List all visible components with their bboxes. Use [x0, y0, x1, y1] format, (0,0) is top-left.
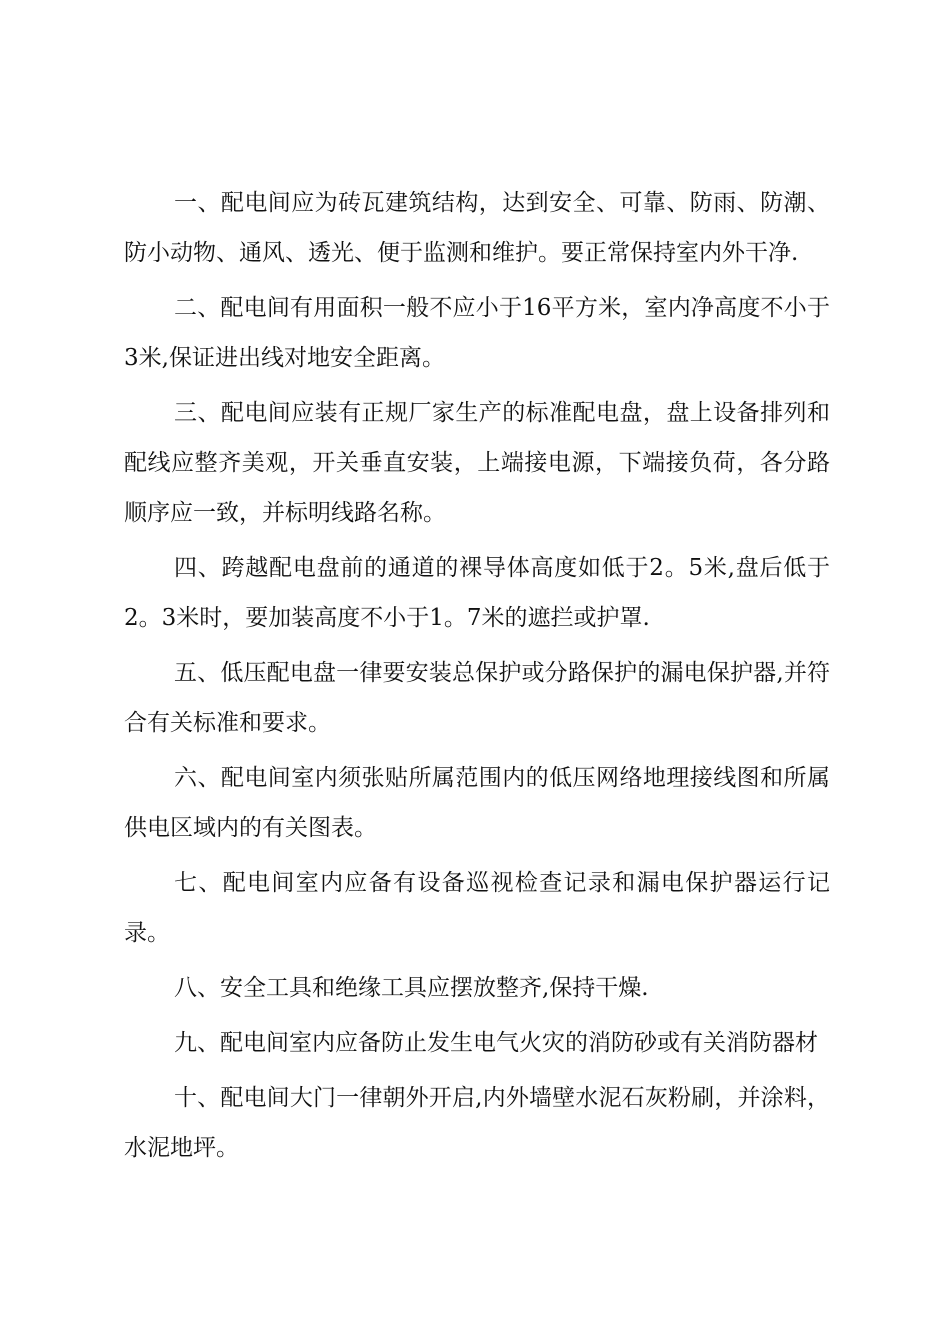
paragraph-3: 三、配电间应装有正规厂家生产的标准配电盘，盘上设备排列和配线应整齐美观，开关垂直安装，上端接电源，下端接负荷，各分路顺序应一致，并标明线路名称。 [124, 400, 830, 526]
paragraph-9: 九、配电间室内应备防止发生电气火灾的消防砂或有关消防器材 [174, 1030, 818, 1056]
paragraph-5: 五、低压配电盘一律要安装总保护或分路保护的漏电保护器,并符合有关标准和要求。 [124, 660, 830, 736]
paragraph-8: 八、安全工具和绝缘工具应摆放整齐,保持干燥. [174, 975, 649, 1001]
paragraph-1: 一、配电间应为砖瓦建筑结构，达到安全、可靠、防雨、防潮、防小动物、通风、透光、便于监测和维护。要正常保持室内外干净. [124, 190, 830, 266]
paragraph-7: 七、配电间室内应备有设备巡视检查记录和漏电保护器运行记录。 [124, 870, 830, 946]
document-body [124, 178, 830, 1178]
paragraph-4: 四、跨越配电盘前的通道的裸导体高度如低于2。5米,盘后低于2。3米时，要加装高度不小于1。7米的遮拦或护罩. [124, 555, 830, 631]
paragraph-10: 十、配电间大门一律朝外开启,内外墙壁水泥石灰粉刷，并涂料，水泥地坪。 [124, 1085, 830, 1161]
paragraph-6: 六、配电间室内须张贴所属范围内的低压网络地理接线图和所属供电区域内的有关图表。 [124, 765, 830, 841]
paragraph-2: 二、配电间有用面积一般不应小于16平方米，室内净高度不小于3米,保证进出线对地安全距离。 [124, 295, 830, 371]
